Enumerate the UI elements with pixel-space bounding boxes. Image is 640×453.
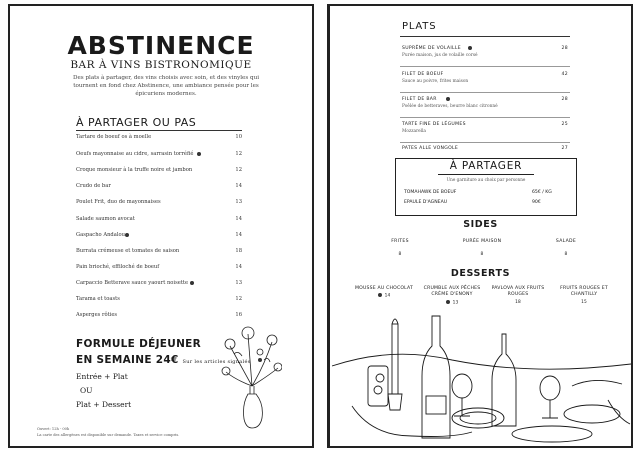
share-item-price: 12	[235, 167, 242, 173]
formule-title: FORMULE DÉJEUNER	[76, 338, 202, 350]
side-item	[454, 239, 510, 257]
plat-name: FILET DE BAR	[402, 97, 437, 102]
plat-name: PATES ALLE VONGOLE	[402, 146, 459, 151]
side-price: 8	[480, 252, 484, 257]
share-item-name: Tartare de boeuf os à moelle	[76, 134, 152, 140]
veg-icon	[197, 152, 201, 156]
share-item-name: Carpaccio Betterave sauce yaourt noisette	[76, 280, 189, 286]
share-section-title: À PARTAGER OU PAS	[76, 116, 197, 129]
plat-name: SUPRÊME DE VOLAILLE	[402, 46, 461, 51]
veg-icon	[446, 300, 450, 304]
table-still-life-illustration	[332, 306, 631, 444]
plats-underline	[400, 36, 570, 37]
share-item-price: 14	[235, 216, 242, 222]
dessert-name: MOUSSE AU CHOCOLAT	[354, 286, 414, 291]
dessert-price: 14	[384, 293, 391, 299]
share-item-name: Salade saumon avocat	[76, 216, 135, 222]
share-item-name: Tarama et toasts	[76, 296, 120, 302]
dessert-name-line2: CHANTILLY	[570, 292, 598, 298]
sides-title: SIDES	[463, 219, 498, 230]
share-box-rule	[438, 174, 534, 175]
veg-icon	[190, 281, 194, 285]
plats-title: PLATS	[402, 21, 437, 32]
plat-separator	[400, 142, 570, 143]
dessert-name: FRUITS ROUGES ET	[560, 286, 608, 291]
share-item-name: Burrata crémeuse et tomates de saison	[76, 248, 180, 254]
share-box-item-name: TOMAHAWK DE BOEUF	[404, 190, 457, 195]
formule-price: EN SEMAINE 24€	[76, 354, 179, 366]
formule-note: Sur les articles signalés	[182, 359, 251, 365]
side-name: SALADE	[555, 239, 577, 244]
plat-name: FILET DE BOEUF	[402, 72, 444, 77]
share-item-price: 14	[235, 264, 242, 270]
plat-description: Sauce au poivre, frites maison	[402, 79, 469, 84]
share-item-price: 10	[235, 134, 242, 140]
side-item	[538, 239, 594, 257]
allergen-note: La carte des allergènes est disponible sur demande. Taxes et service compris.	[37, 433, 180, 437]
plat-description: Mozzarella	[402, 129, 426, 134]
dessert-name: PAVLOVA AUX FRUITS	[491, 286, 545, 291]
side-price: 8	[564, 252, 568, 257]
plat-separator	[400, 92, 570, 93]
dessert-name: CRUMBLE AUX PÊCHES	[423, 286, 481, 291]
veg-icon	[125, 233, 129, 237]
share-item-name: Gaspacho Andalou	[76, 232, 125, 238]
dessert-name-line2: ROUGES	[507, 292, 529, 298]
veg-icon	[468, 46, 472, 50]
dessert-price-line	[352, 293, 416, 300]
plat-name: TARTE FINE DE LÉGUMES	[402, 122, 466, 127]
veg-icon	[446, 97, 450, 101]
share-item-name: Poulet Frit, duo de mayonnaises	[76, 199, 161, 205]
dessert-name-line2: CRÈME D'ENONY	[431, 292, 473, 298]
plat-separator	[400, 66, 570, 67]
dessert-price: 15	[581, 299, 587, 305]
plat-price: 28	[561, 46, 568, 51]
side-item	[372, 239, 428, 257]
plat-price: 42	[561, 72, 568, 77]
desserts-title: DESSERTS	[450, 268, 511, 279]
share-item-price: 14	[235, 232, 242, 238]
formule-line-2: OU	[80, 386, 93, 395]
flower-vase-illustration	[220, 324, 282, 432]
share-section-underline	[76, 130, 242, 131]
share-item-price: 12	[235, 151, 242, 157]
opening-hours: Ouvert: 12h - 00h	[37, 427, 70, 431]
share-item-name: Crudo de bar	[76, 183, 111, 189]
formule-line-3: Plat + Dessert	[76, 400, 132, 409]
share-box-title: À PARTAGER	[449, 160, 523, 172]
share-item-name: Croque monsieur à la truffe noire et jambon	[76, 167, 193, 173]
dessert-price: 13	[452, 300, 459, 306]
dessert-item	[352, 286, 416, 300]
brand-subtitle: BAR À VINS BISTRONOMIQUE	[70, 59, 252, 71]
brand-title: ABSTINENCE	[67, 31, 255, 60]
share-box-item-price: 90€	[532, 200, 541, 205]
plat-description: Poêlée de betteraves, beurre blanc citronné	[402, 104, 498, 109]
left-menu-page	[8, 4, 314, 448]
share-item-name: Pain brioché, effiloché de boeuf	[76, 264, 160, 270]
share-box-item-name: EPAULE D'AGNEAU	[404, 200, 448, 205]
share-item-name: Oeufs mayonnaise au cidre, sarrasin torréfié	[76, 151, 194, 157]
right-menu-page	[327, 4, 633, 448]
share-item-price: 12	[235, 296, 242, 302]
share-item-price: 13	[235, 280, 242, 286]
plat-price: 28	[561, 97, 568, 102]
share-box-item-price: 65€ / KG	[532, 190, 552, 195]
share-item-name: Asperges rôties	[76, 312, 118, 318]
veg-icon	[378, 293, 382, 297]
dessert-item	[552, 286, 616, 306]
intro-text: Des plats à partager, des vins choisis avec soin, et des vinyles qui tournent en fond chez Abstinence, une ambiance pensée pour les épicuriens modernes.	[73, 75, 259, 97]
side-name: FRITES	[391, 239, 409, 244]
side-name: PURÉE MAISON	[462, 239, 502, 244]
plat-description: Purée maison, jus de volaille corsé	[402, 53, 478, 58]
share-item-price: 14	[235, 183, 242, 189]
side-price: 8	[398, 252, 402, 257]
share-item-price: 18	[235, 248, 242, 254]
dessert-item	[486, 286, 550, 306]
formule-line-1: Entrée + Plat	[76, 372, 128, 381]
share-item-price: 16	[235, 312, 242, 318]
plat-separator	[400, 117, 570, 118]
share-item-price: 13	[235, 199, 242, 205]
dessert-item	[420, 286, 484, 307]
plat-price: 27	[561, 146, 568, 151]
dessert-price: 18	[515, 299, 521, 305]
share-box	[395, 158, 577, 216]
plat-price: 25	[561, 122, 568, 127]
share-box-subtitle: Une garniture au choix par personne	[446, 177, 526, 182]
